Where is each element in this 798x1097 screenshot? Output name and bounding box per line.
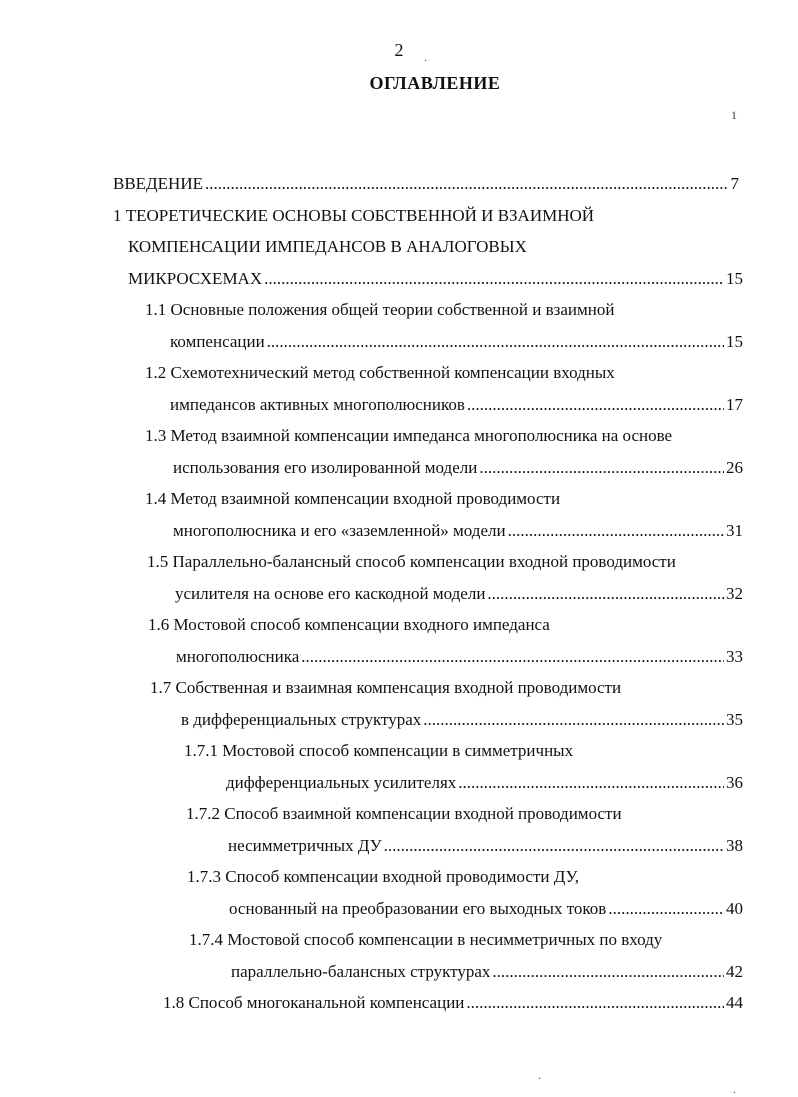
leader-dots: [508, 515, 724, 547]
toc-page-number: 44: [726, 993, 743, 1012]
toc-entry-title-line: 1.3 Метод взаимной компенсации импеданса многополюсника на основе: [145, 426, 673, 445]
leader-dots: [492, 956, 724, 988]
leader-dots: [267, 326, 724, 358]
toc-entry-title-line: 1.7.2 Способ взаимной компенсации входной проводимости: [186, 804, 622, 823]
toc-entry-1-7-1[interactable]: [184, 735, 743, 798]
toc-entry-title: использования его изолированной модели: [173, 457, 478, 477]
toc-entry-1-4[interactable]: [145, 483, 743, 546]
leader-dots: [264, 263, 724, 295]
toc-page-number: 36: [726, 772, 743, 792]
scan-mark: .: [538, 1068, 541, 1082]
toc-entry-title: параллельно-балансных структурах: [231, 961, 491, 981]
toc-entry-title-line: КОМПЕНСАЦИИ ИМПЕДАНСОВ В АНАЛОГОВЫХ: [128, 237, 527, 256]
toc-entry-title-line: 1.5 Параллельно-балансный способ компенсации входной проводимости: [147, 552, 676, 571]
toc-page-number: 42: [726, 961, 743, 981]
leader-dots: [301, 641, 724, 673]
toc-page-number: 7: [730, 174, 739, 193]
leader-dots: [458, 767, 724, 799]
leader-dots: [467, 389, 724, 421]
toc-entry-title: в дифференциальных структурах: [181, 709, 422, 729]
scan-mark: 1: [731, 108, 737, 122]
toc-entry-title: МИКРОСХЕМАХ: [128, 268, 263, 288]
toc-entry-title: многополюсника и его «заземленной» модели: [173, 520, 506, 540]
toc-entry-title: ВВЕДЕНИЕ: [113, 174, 203, 193]
toc-entry-title: основанный на преобразовании его выходных токов: [229, 898, 607, 918]
leader-dots: [487, 578, 724, 610]
toc-page-number: 15: [726, 268, 743, 288]
toc-page-number: 35: [726, 709, 743, 729]
scan-mark: .: [733, 1082, 736, 1096]
toc-entry-title-line: 1 ТЕОРЕТИЧЕСКИЕ ОСНОВЫ СОБСТВЕННОЙ И ВЗАИМНОЙ: [113, 205, 595, 225]
toc-page-number: 15: [726, 331, 743, 351]
page-title: ОГЛАВЛЕНИЕ: [369, 73, 501, 93]
toc-entry-1-2[interactable]: [145, 357, 743, 420]
toc-entry-chapter-1[interactable]: [113, 200, 743, 295]
toc-page-number: 40: [726, 898, 743, 918]
toc-page-number: 32: [726, 583, 743, 603]
toc-page-number: 31: [726, 520, 743, 540]
leader-dots: [384, 830, 724, 862]
toc-entry-title-line: 1.2 Схемотехнический метод собственной компенсации входных: [145, 363, 615, 382]
toc-entry-1-8[interactable]: [163, 987, 743, 1019]
toc-entry-title: усилителя на основе его каскодной модели: [175, 583, 486, 603]
toc-entry-title: несимметричных ДУ: [228, 835, 382, 855]
scan-mark: .: [424, 50, 427, 64]
toc-page-number: 38: [726, 835, 743, 855]
page-number: 2: [394, 40, 404, 60]
toc-page-number: 33: [726, 646, 743, 666]
toc-entry-1-7-3[interactable]: [187, 861, 743, 924]
toc-entry-title-line: 1.1 Основные положения общей теории собственной и взаимной: [145, 300, 615, 319]
toc-entry-title-line: 1.6 Мостовой способ компенсации входного импеданса: [148, 615, 550, 634]
toc-entry-title: компенсации: [170, 331, 265, 351]
toc-page-number: 26: [726, 457, 743, 477]
toc-entry-1-7[interactable]: [150, 672, 743, 735]
toc-entry-title-line: 1.7.4 Мостовой способ компенсации в несимметричных по входу: [189, 930, 663, 949]
leader-dots: [423, 704, 724, 736]
toc-entry-title: импедансов активных многополюсников: [170, 394, 465, 414]
toc-entry-1-3[interactable]: [145, 420, 743, 483]
leader-dots: [479, 452, 724, 484]
toc-entry-1-6[interactable]: [148, 609, 743, 672]
toc-entry-title-line: 1.7.3 Способ компенсации входной проводимости ДУ,: [187, 867, 580, 886]
leader-dots: [466, 987, 724, 1019]
toc-entry-1-7-4[interactable]: [189, 924, 743, 987]
toc-entry-title-line: 1.4 Метод взаимной компенсации входной проводимости: [145, 489, 561, 508]
toc-entry-title: многополюсника: [176, 646, 300, 666]
toc-page-number: 17: [726, 394, 743, 414]
toc-entry-1-1[interactable]: [145, 294, 743, 357]
toc-entry-title: дифференциальных усилителях: [226, 772, 457, 792]
toc-entry-title-line: 1.7.1 Мостовой способ компенсации в симметричных: [184, 741, 574, 760]
leader-dots: [205, 168, 729, 200]
toc-entry-1-7-2[interactable]: [186, 798, 743, 861]
toc-entry-introduction[interactable]: [113, 168, 739, 200]
leader-dots: [608, 893, 724, 925]
toc-entry-1-5[interactable]: [147, 546, 743, 609]
toc-entry-title-line: 1.7 Собственная и взаимная компенсация входной проводимости: [150, 678, 622, 697]
table-of-contents: [0, 168, 798, 1019]
toc-entry-title: 1.8 Способ многоканальной компенсации: [163, 993, 465, 1012]
